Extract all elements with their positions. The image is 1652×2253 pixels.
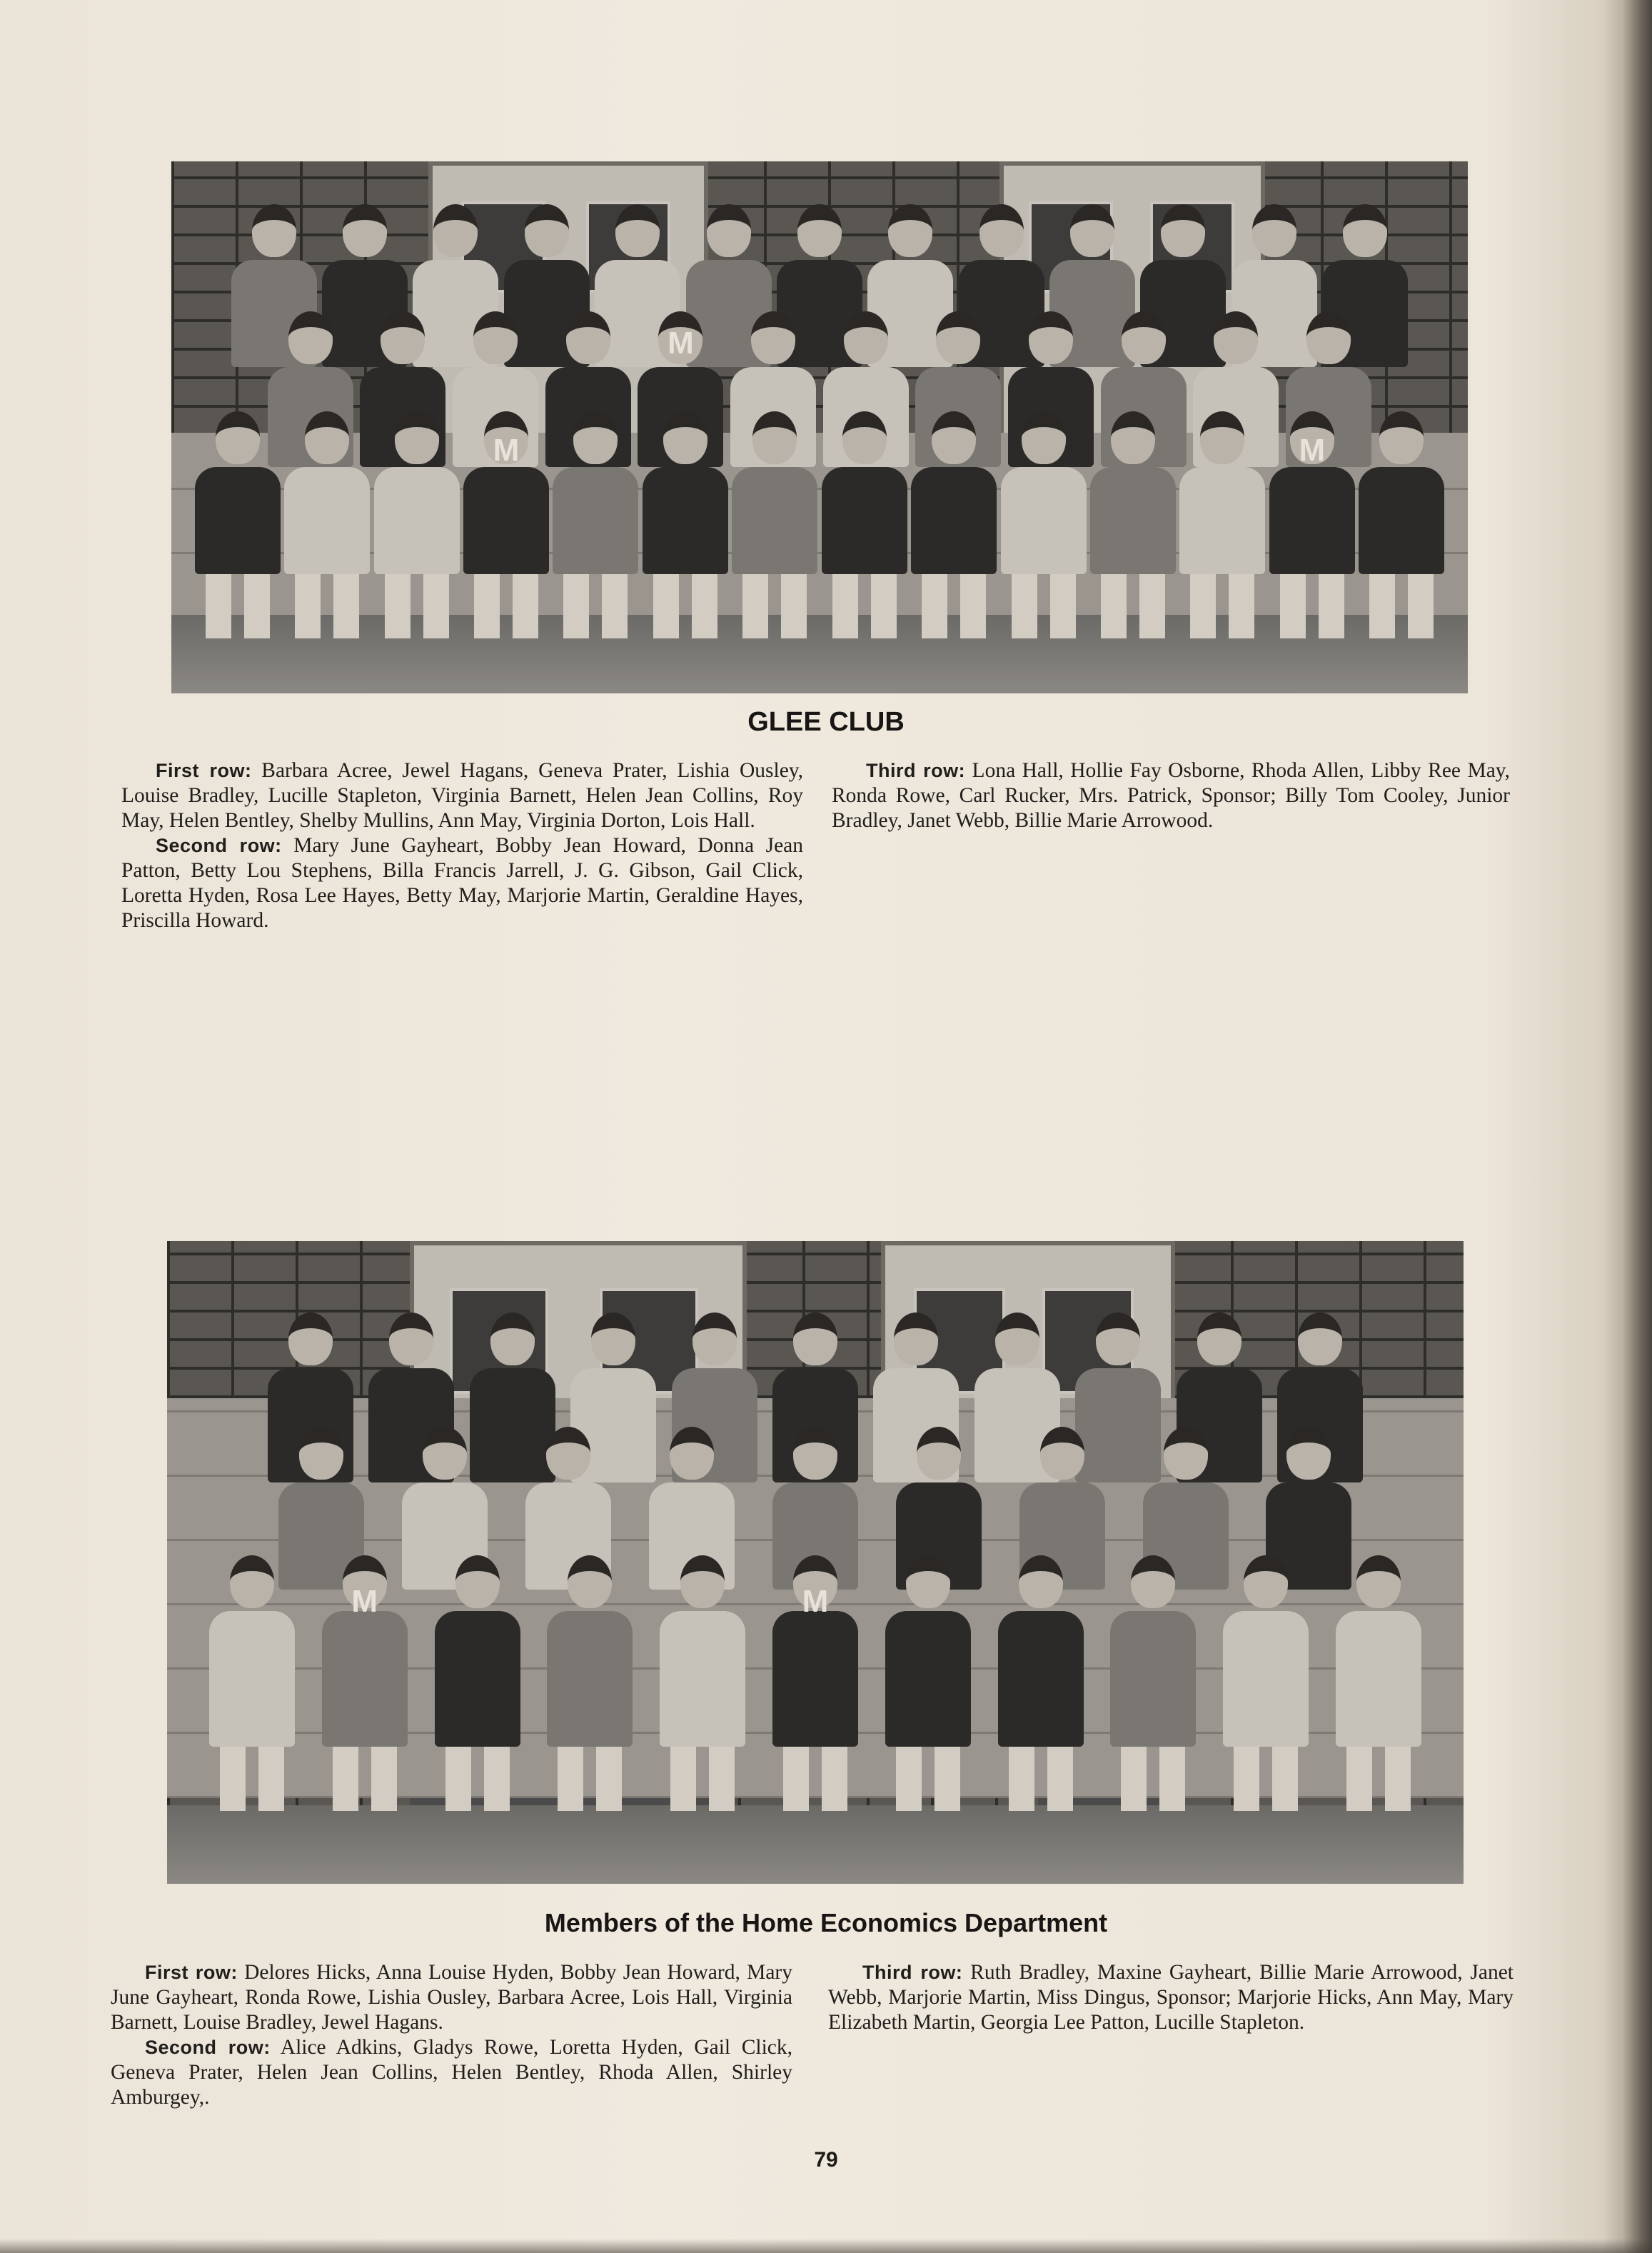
- home-ec-first-row: [111, 1960, 792, 2035]
- book-binding-edge: [1623, 0, 1652, 2253]
- glee-club-photo: [171, 161, 1468, 693]
- row-label: First row:: [156, 760, 252, 781]
- row-label: Third row:: [862, 1962, 963, 1983]
- glee-club-title: GLEE CLUB: [747, 707, 905, 737]
- glee-first-row: [121, 758, 803, 833]
- home-ec-caption-left: [111, 1960, 792, 2110]
- row-names: Delores Hicks, Anna Louise Hyden, Bobby Jean Howard, Mary June Gayheart, Ronda Rowe, Lishia Ousley, Barbara Acree, Lois Hall, Virginia Barnett, Louise Bradley, Jewel Hagans.: [111, 1961, 792, 2034]
- glee-caption-right: [832, 758, 1510, 833]
- page-number: 79: [814, 2148, 838, 2172]
- glee-second-row: [121, 833, 803, 933]
- row-label: First row:: [145, 1962, 238, 1983]
- home-ec-second-row: [111, 2035, 792, 2110]
- home-ec-third-row: [828, 1960, 1514, 2035]
- sweater-letter: M: [1299, 433, 1326, 468]
- glee-third-row: [832, 758, 1510, 833]
- sweater-letter: M: [802, 1584, 829, 1619]
- sweater-letter: M: [493, 433, 520, 468]
- home-economics-photo: [167, 1241, 1464, 1884]
- glee-caption-left: [121, 758, 803, 933]
- row-label: Second row:: [145, 2037, 271, 2058]
- home-ec-front-row: [167, 1555, 1464, 1811]
- row-names: Alice Adkins, Gladys Rowe, Loretta Hyden, Gail Click, Geneva Prater, Helen Jean Collins, Helen Bentley, Rhoda Allen, Shirley Amburgey,.: [111, 2036, 793, 2109]
- page-bottom-shadow: [0, 2239, 1652, 2253]
- row-names: Lona Hall, Hollie Fay Osborne, Rhoda Allen, Libby Ree May, Ronda Rowe, Carl Rucker, Mrs. Patrick, Sponsor; Billy Tom Cooley, Junior Bradley, Janet Webb, Billie Marie Arrowood.: [832, 759, 1510, 832]
- sweater-letter: M: [351, 1584, 378, 1619]
- row-names: Ruth Bradley, Maxine Gayheart, Billie Marie Arrowood, Janet Webb, Marjorie Martin, Miss Dingus, Sponsor; Marjorie Hicks, Ann May, Mary Elizabeth Martin, Georgia Lee Patton, Lucille Stapleton.: [828, 1961, 1514, 2034]
- home-ec-caption-right: [828, 1960, 1514, 2035]
- row-label: Third row:: [866, 760, 966, 781]
- sweater-letter: M: [668, 326, 694, 361]
- row-names: Barbara Acree, Jewel Hagans, Geneva Prater, Lishia Ousley, Louise Bradley, Lucille Stapleton, Virginia Barnett, Helen Jean Collins, Roy May, Helen Bentley, Shelby Mullins, Ann May, Virginia Dorton, Lois Hall.: [121, 759, 804, 832]
- row-label: Second row:: [156, 835, 282, 856]
- glee-front-row: [171, 411, 1468, 638]
- home-economics-title: Members of the Home Economics Department: [544, 1908, 1108, 1937]
- row-names: Mary June Gayheart, Bobby Jean Howard, Donna Jean Patton, Betty Lou Stephens, Billa Francis Jarrell, J. G. Gibson, Gail Click, Loretta Hyden, Rosa Lee Hayes, Betty May, Marjorie Martin, Geraldine Hayes, Priscilla Howard.: [121, 834, 804, 932]
